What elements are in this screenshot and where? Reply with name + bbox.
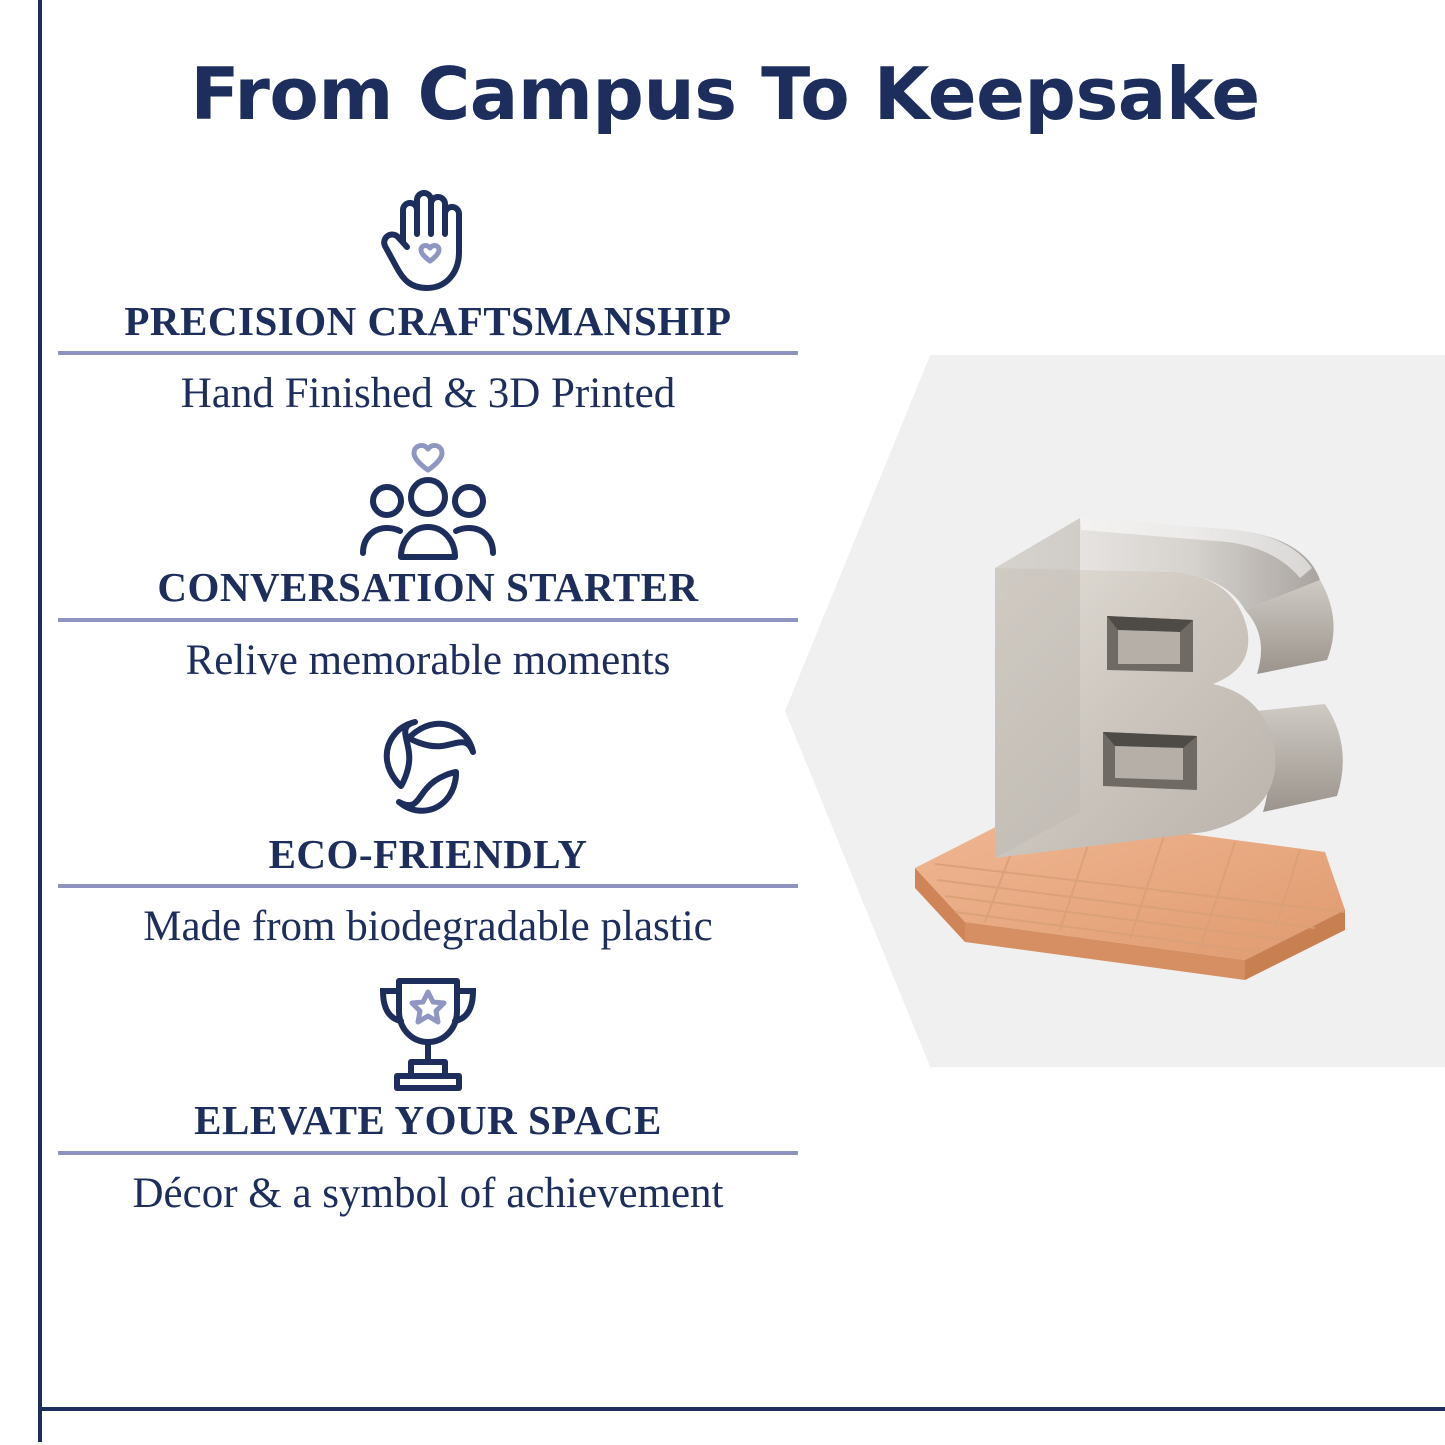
feature-heading: CONVERSATION STARTER (157, 564, 699, 611)
divider (58, 884, 798, 888)
frame-bottom-border (38, 1407, 1445, 1411)
hand-heart-icon (58, 170, 798, 300)
feature-heading: ELEVATE YOUR SPACE (194, 1097, 662, 1144)
feature-item-eco-friendly (58, 703, 798, 951)
feature-item-precision-craftsmanship (58, 170, 798, 418)
feature-subtitle: Décor & a symbol of achievement (132, 1169, 724, 1217)
letter-b-body (995, 518, 1343, 858)
people-heart-icon (58, 436, 798, 566)
letter-b-sculpture (875, 460, 1415, 980)
trophy-star-icon (58, 969, 798, 1099)
divider (58, 351, 798, 355)
feature-heading: ECO-FRIENDLY (268, 830, 588, 877)
product-showcase (785, 355, 1445, 1067)
leaves-recycle-icon (58, 703, 798, 833)
feature-item-conversation-starter (58, 436, 798, 684)
page-title: From Campus To Keepsake (190, 52, 1260, 136)
feature-subtitle: Relive memorable moments (185, 636, 671, 684)
divider (58, 1151, 798, 1155)
frame-left-border (38, 0, 42, 1442)
divider (58, 618, 798, 622)
feature-subtitle: Hand Finished & 3D Printed (180, 370, 676, 418)
feature-heading: PRECISION CRAFTSMANSHIP (124, 298, 732, 344)
feature-item-elevate-your-space (58, 969, 798, 1217)
feature-subtitle: Made from biodegradable plastic (143, 903, 713, 951)
feature-list (58, 170, 798, 1236)
